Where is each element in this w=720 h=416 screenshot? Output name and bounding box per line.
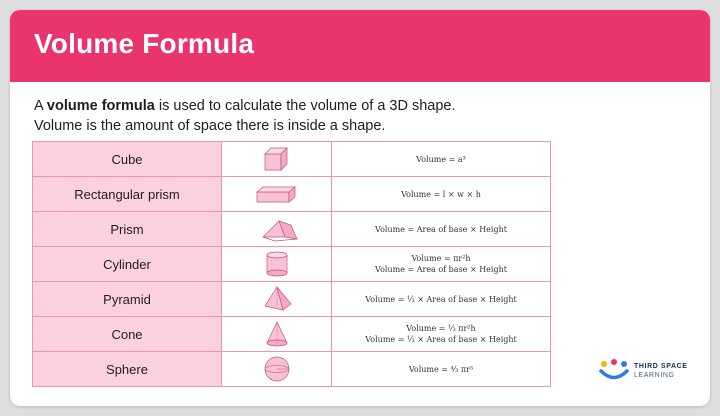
shape-name: Cone	[33, 317, 222, 352]
volume-formula-table	[32, 141, 551, 387]
shape-name: Rectangular prism	[33, 177, 222, 212]
shape-diagram	[222, 212, 332, 247]
formula-cell	[332, 282, 551, 317]
cylinder-diagram	[262, 249, 292, 279]
shape-diagram	[222, 352, 332, 387]
intro-text-start: A	[34, 98, 47, 114]
shape-name: Pyramid	[33, 282, 222, 317]
formula-text: Volume = ⅓ πr²h	[406, 324, 476, 333]
intro-line-1	[34, 96, 694, 116]
table-row	[33, 352, 551, 387]
shape-diagram	[222, 177, 332, 212]
shape-diagram	[222, 317, 332, 352]
page-title: Volume Formula	[34, 28, 255, 59]
slide-card	[10, 10, 710, 406]
formula-text: Volume = l × w × h	[401, 189, 481, 199]
table-row	[33, 282, 551, 317]
table-row	[33, 247, 551, 282]
formula-text: Volume = Area of base × Height	[375, 224, 507, 234]
pyramid-diagram	[259, 284, 295, 314]
third-space-learning-logo	[598, 356, 698, 386]
header-banner	[10, 10, 710, 82]
intro-bold-term: volume formula	[46, 98, 155, 114]
shape-name: Cylinder	[33, 247, 222, 282]
cube-diagram	[257, 144, 297, 174]
formula-cell	[332, 142, 551, 177]
formula-text: Volume = Area of base × Height	[375, 265, 507, 274]
intro-line-2: Volume is the amount of space there is inside a shape.	[34, 118, 386, 134]
table-row	[33, 317, 551, 352]
formula-cell	[332, 177, 551, 212]
shape-diagram	[222, 282, 332, 317]
shape-name: Prism	[33, 212, 222, 247]
shape-diagram	[222, 142, 332, 177]
formula-cell	[332, 212, 551, 247]
formula-text: Volume = ⅓ × Area of base × Height	[365, 294, 517, 304]
formula-cell	[332, 352, 551, 387]
rectangular-prism-diagram	[249, 182, 305, 206]
sphere-diagram	[261, 354, 293, 384]
cone-diagram	[262, 319, 292, 349]
prism-diagram	[249, 215, 305, 243]
formula-text: Volume = a³	[416, 154, 466, 164]
table-row	[33, 177, 551, 212]
formula-text: Volume = ⅓ × Area of base × Height	[365, 335, 517, 344]
table-row	[33, 212, 551, 247]
formula-cell	[332, 247, 551, 282]
logo-mark-icon	[598, 358, 630, 382]
table-row	[33, 142, 551, 177]
shape-name: Cube	[33, 142, 222, 177]
shape-name: Sphere	[33, 352, 222, 387]
logo-wordmark	[634, 362, 688, 380]
formula-text: Volume = ⁴⁄₃ πr³	[408, 364, 474, 374]
formula-text: Volume = πr²h	[411, 254, 471, 263]
intro-text-end: is used to calculate the volume of a 3D shape.	[154, 98, 456, 114]
logo-line-2: LEARNING	[634, 372, 675, 379]
shape-diagram	[222, 247, 332, 282]
intro-text	[34, 96, 694, 136]
logo-line-1: THIRD SPACE	[634, 363, 688, 370]
formula-cell	[332, 317, 551, 352]
